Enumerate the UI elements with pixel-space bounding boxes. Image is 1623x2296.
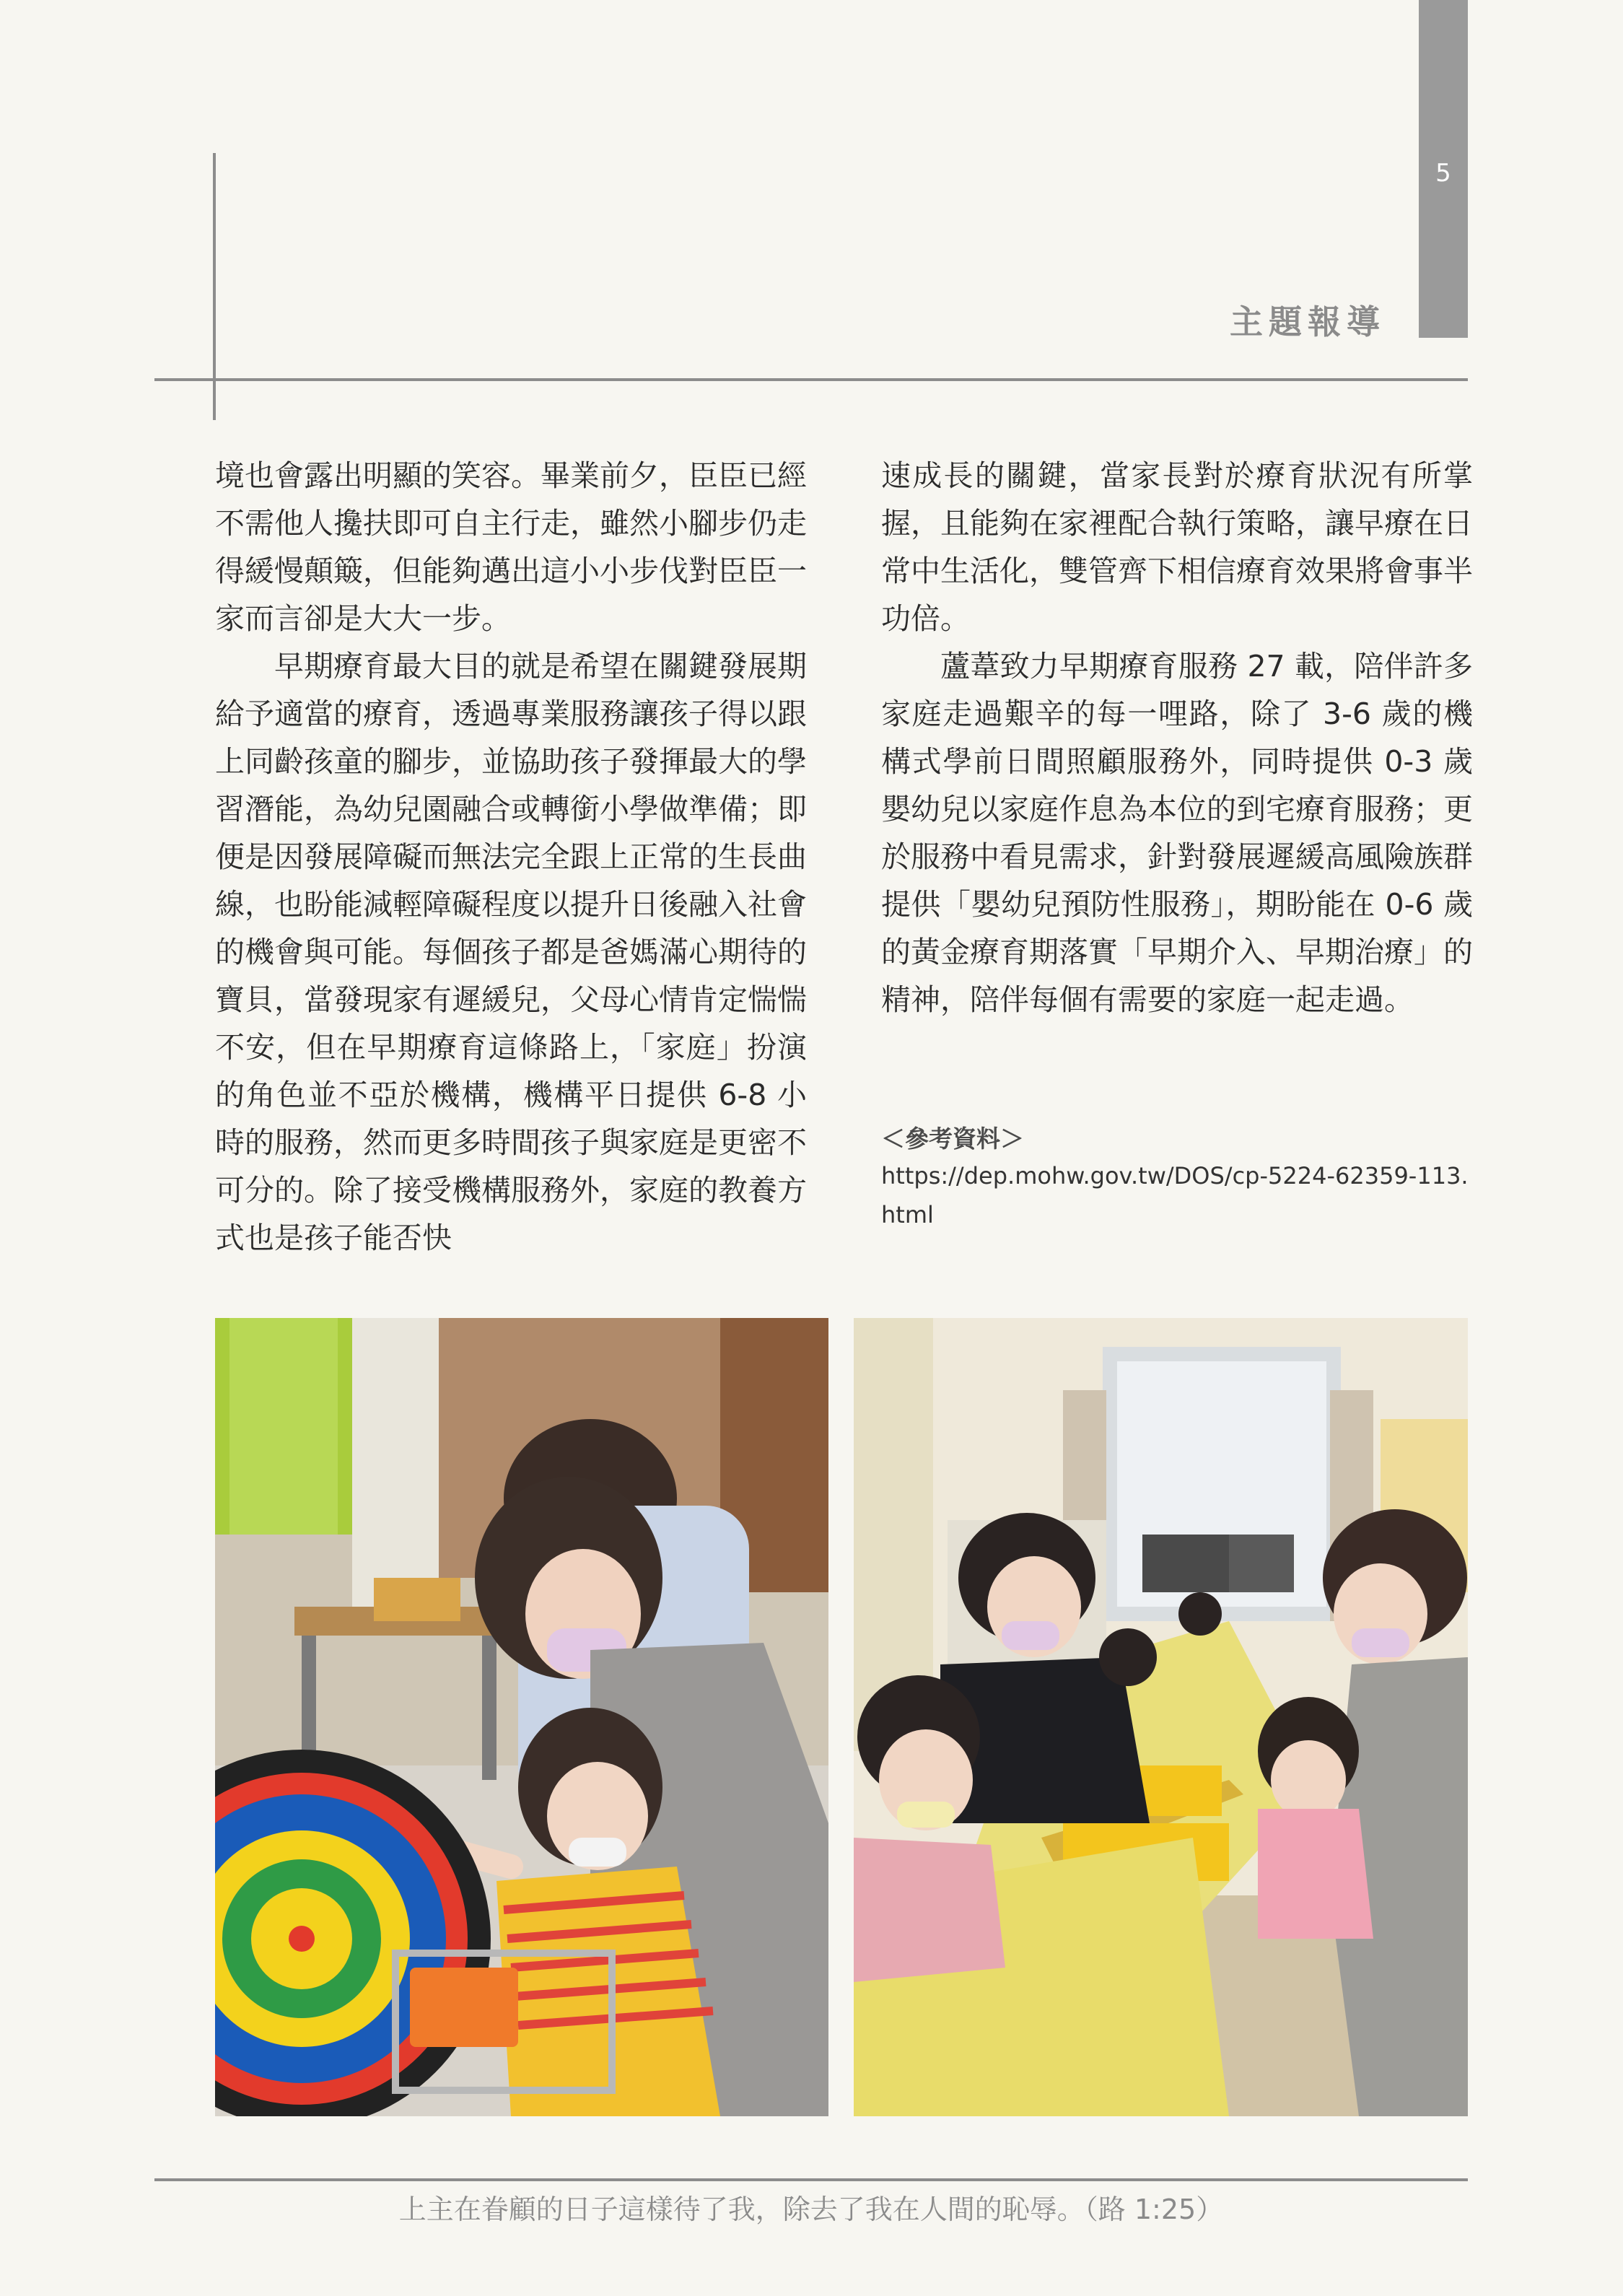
footer-verse: 上主在眷顧的日子這樣待了我，除去了我在人間的恥辱。（路 1:25） (398, 2194, 1224, 2225)
footer-rule (154, 2178, 1468, 2181)
article-column-left (215, 452, 807, 1262)
photo-classroom-image (854, 1318, 1468, 2116)
header-rule (154, 378, 1468, 381)
reference-link[interactable]: https://dep.mohw.gov.tw/DOS/cp-5224-62359-113.html (881, 1162, 1469, 1228)
paragraph: 境也會露出明顯的笑容。畢業前夕，臣臣已經不需他人攙扶即可自主行走，雖然小腳步仍走得緩慢顛簸，但能夠邁出這小小步伐對臣臣一家而言卻是大大一步。 (215, 458, 807, 636)
page-number: 5 (1435, 159, 1451, 188)
paragraph: 速成長的關鍵，當家長對於療育狀況有所掌握，且能夠在家裡配合執行策略，讓早療在日常中生活化，雙管齊下相信療育效果將會事半功倍。 (881, 458, 1473, 636)
paragraph: 蘆葦致力早期療育服務 27 載，陪伴許多家庭走過艱辛的每一哩路，除了 3-6 歲的機構式學前日間照顧服務外，同時提供 0-3 歲嬰幼兒以家庭作息為本位的到宅療育服務；更於服務中看見需求，針對發展遲緩高風險族群提供「嬰幼兒預防性服務」，期盼能在 0-6 歲的黃金療育期落實「早期介入、早期治療」的精神，陪伴每個有需要的家庭一起走過。 (881, 649, 1473, 1017)
paragraph: 早期療育最大目的就是希望在關鍵發展期給予適當的療育，透過專業服務讓孩子得以跟上同齡孩童的腳步，並協助孩子發揮最大的學習潛能，為幼兒園融合或轉銜小學做準備；即便是因發展障礙而無法完全跟上正常的生長曲線，也盼能減輕障礙程度以提升日後融入社會的機會與可能。每個孩子都是爸媽滿心期待的寶貝，當發現家有遲緩兒，父母心情肯定惴惴不安，但在早期療育這條路上，「家庭」扮演的角色並不亞於機構，機構平日提供 6-8 小時的服務，然而更多時間孩子與家庭是更密不可分的。除了接受機構服務外，家庭的教養方式也是孩子能否快 (215, 649, 807, 1255)
photo-dartboard-image (215, 1318, 828, 2116)
article-column-right (881, 452, 1473, 1023)
section-title: 主題報導 (1230, 302, 1386, 341)
photo-dartboard-activity (215, 1318, 828, 2116)
photo-classroom-activity (854, 1318, 1468, 2116)
reference-title: ＜參考資料＞ (881, 1125, 1024, 1153)
